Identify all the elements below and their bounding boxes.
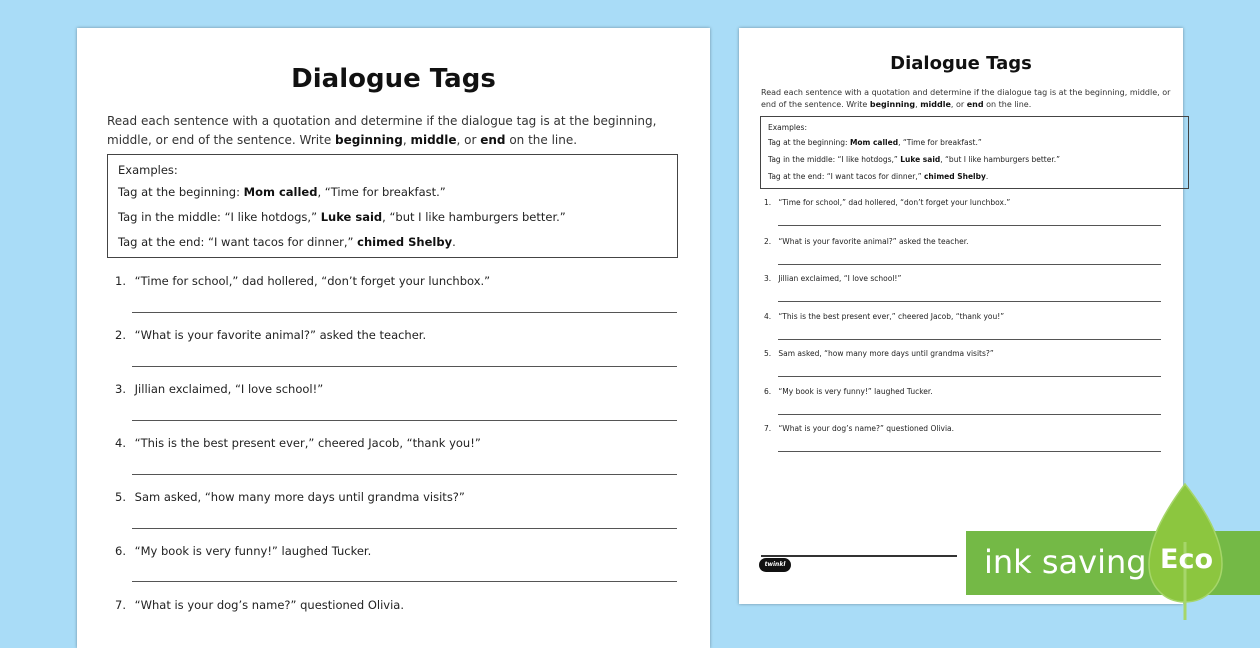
example-end: Tag at the end: “I want tacos for dinner,” chimed Shelby. <box>118 235 456 249</box>
question-5: 5. Sam asked, “how many more days until grandma visits?” <box>115 490 465 504</box>
examples-box <box>107 154 678 258</box>
example-end-small: Tag at the end: “I want tacos for dinner,” chimed Shelby. <box>768 172 989 181</box>
answer-line-4[interactable] <box>132 474 677 475</box>
worksheet-page-full <box>77 28 710 648</box>
question-1: 1. “Time for school,” dad hollered, “don’t forget your lunchbox.” <box>115 274 491 288</box>
question-2: 2. “What is your favorite animal?” asked the teacher. <box>115 328 427 342</box>
answer-line-5-small[interactable] <box>778 376 1161 377</box>
question-3: 3. Jillian exclaimed, “I love school!” <box>115 382 324 396</box>
answer-line-5[interactable] <box>132 528 677 529</box>
worksheet-title-small: Dialogue Tags <box>890 53 1032 74</box>
twinkl-logo: twinkl <box>759 558 791 572</box>
answer-line-1[interactable] <box>132 312 677 313</box>
example-beginning: Tag at the beginning: Mom called, “Time for breakfast.” <box>118 185 446 199</box>
question-2-small: 2. “What is your favorite animal?” asked the teacher. <box>764 237 969 246</box>
instructions-text: on the line. <box>505 132 578 147</box>
example-beginning-small: Tag at the beginning: Mom called, “Time for breakfast.” <box>768 138 982 147</box>
instructions-end: end <box>480 132 506 147</box>
instructions <box>107 112 687 149</box>
footer-divider <box>761 555 957 557</box>
examples-heading-small: Examples: <box>768 123 807 132</box>
instructions-sep: , <box>402 132 411 147</box>
ink-saving-label: ink saving <box>984 543 1147 581</box>
answer-line-3[interactable] <box>132 420 677 421</box>
question-4: 4. “This is the best present ever,” cheered Jacob, “thank you!” <box>115 436 481 450</box>
worksheet-page-ink-saving <box>739 28 1183 604</box>
instructions-sep: , or <box>456 132 481 147</box>
answer-line-3-small[interactable] <box>778 301 1161 302</box>
question-7-small: 7. “What is your dog’s name?” questioned Olivia. <box>764 424 955 433</box>
instructions-small: Read each sentence with a quotation and determine if the dialogue tag is at the beginning, middle, or end of the sentence. Write beginning, middle, or end on the line. <box>761 88 1171 110</box>
instructions-middle: middle <box>410 132 457 147</box>
examples-heading: Examples: <box>118 163 178 177</box>
answer-line-2[interactable] <box>132 366 677 367</box>
question-3-small: 3. Jillian exclaimed, “I love school!” <box>764 274 902 283</box>
example-middle-small: Tag in the middle: “I like hotdogs,” Luke said, “but I like hamburgers better.” <box>768 155 1061 164</box>
examples-box-small <box>760 116 1189 189</box>
eco-label: Eco <box>1160 544 1213 575</box>
instructions-beginning: beginning <box>335 132 403 147</box>
example-middle: Tag in the middle: “I like hotdogs,” Luke said, “but I like hamburgers better.” <box>118 210 566 224</box>
question-6-small: 6. “My book is very funny!” laughed Tucker. <box>764 387 933 396</box>
answer-line-1-small[interactable] <box>778 225 1161 226</box>
answer-line-7-small[interactable] <box>778 451 1161 452</box>
answer-line-6-small[interactable] <box>778 414 1161 415</box>
worksheet-title: Dialogue Tags <box>291 64 496 94</box>
question-1-small: 1. “Time for school,” dad hollered, “don’t forget your lunchbox.” <box>764 198 1011 207</box>
answer-line-2-small[interactable] <box>778 264 1161 265</box>
answer-line-6[interactable] <box>132 581 677 582</box>
answer-line-4-small[interactable] <box>778 339 1161 340</box>
question-4-small: 4. “This is the best present ever,” cheered Jacob, “thank you!” <box>764 312 1005 321</box>
question-5-small: 5. Sam asked, “how many more days until grandma visits?” <box>764 349 994 358</box>
question-6: 6. “My book is very funny!” laughed Tucker. <box>115 544 372 558</box>
question-7: 7. “What is your dog’s name?” questioned Olivia. <box>115 598 404 612</box>
instructions-text: Read each sentence with a quotation and determine if the dialogue tag is at the beginning, middle, or end of the sentence. Write <box>107 114 657 147</box>
